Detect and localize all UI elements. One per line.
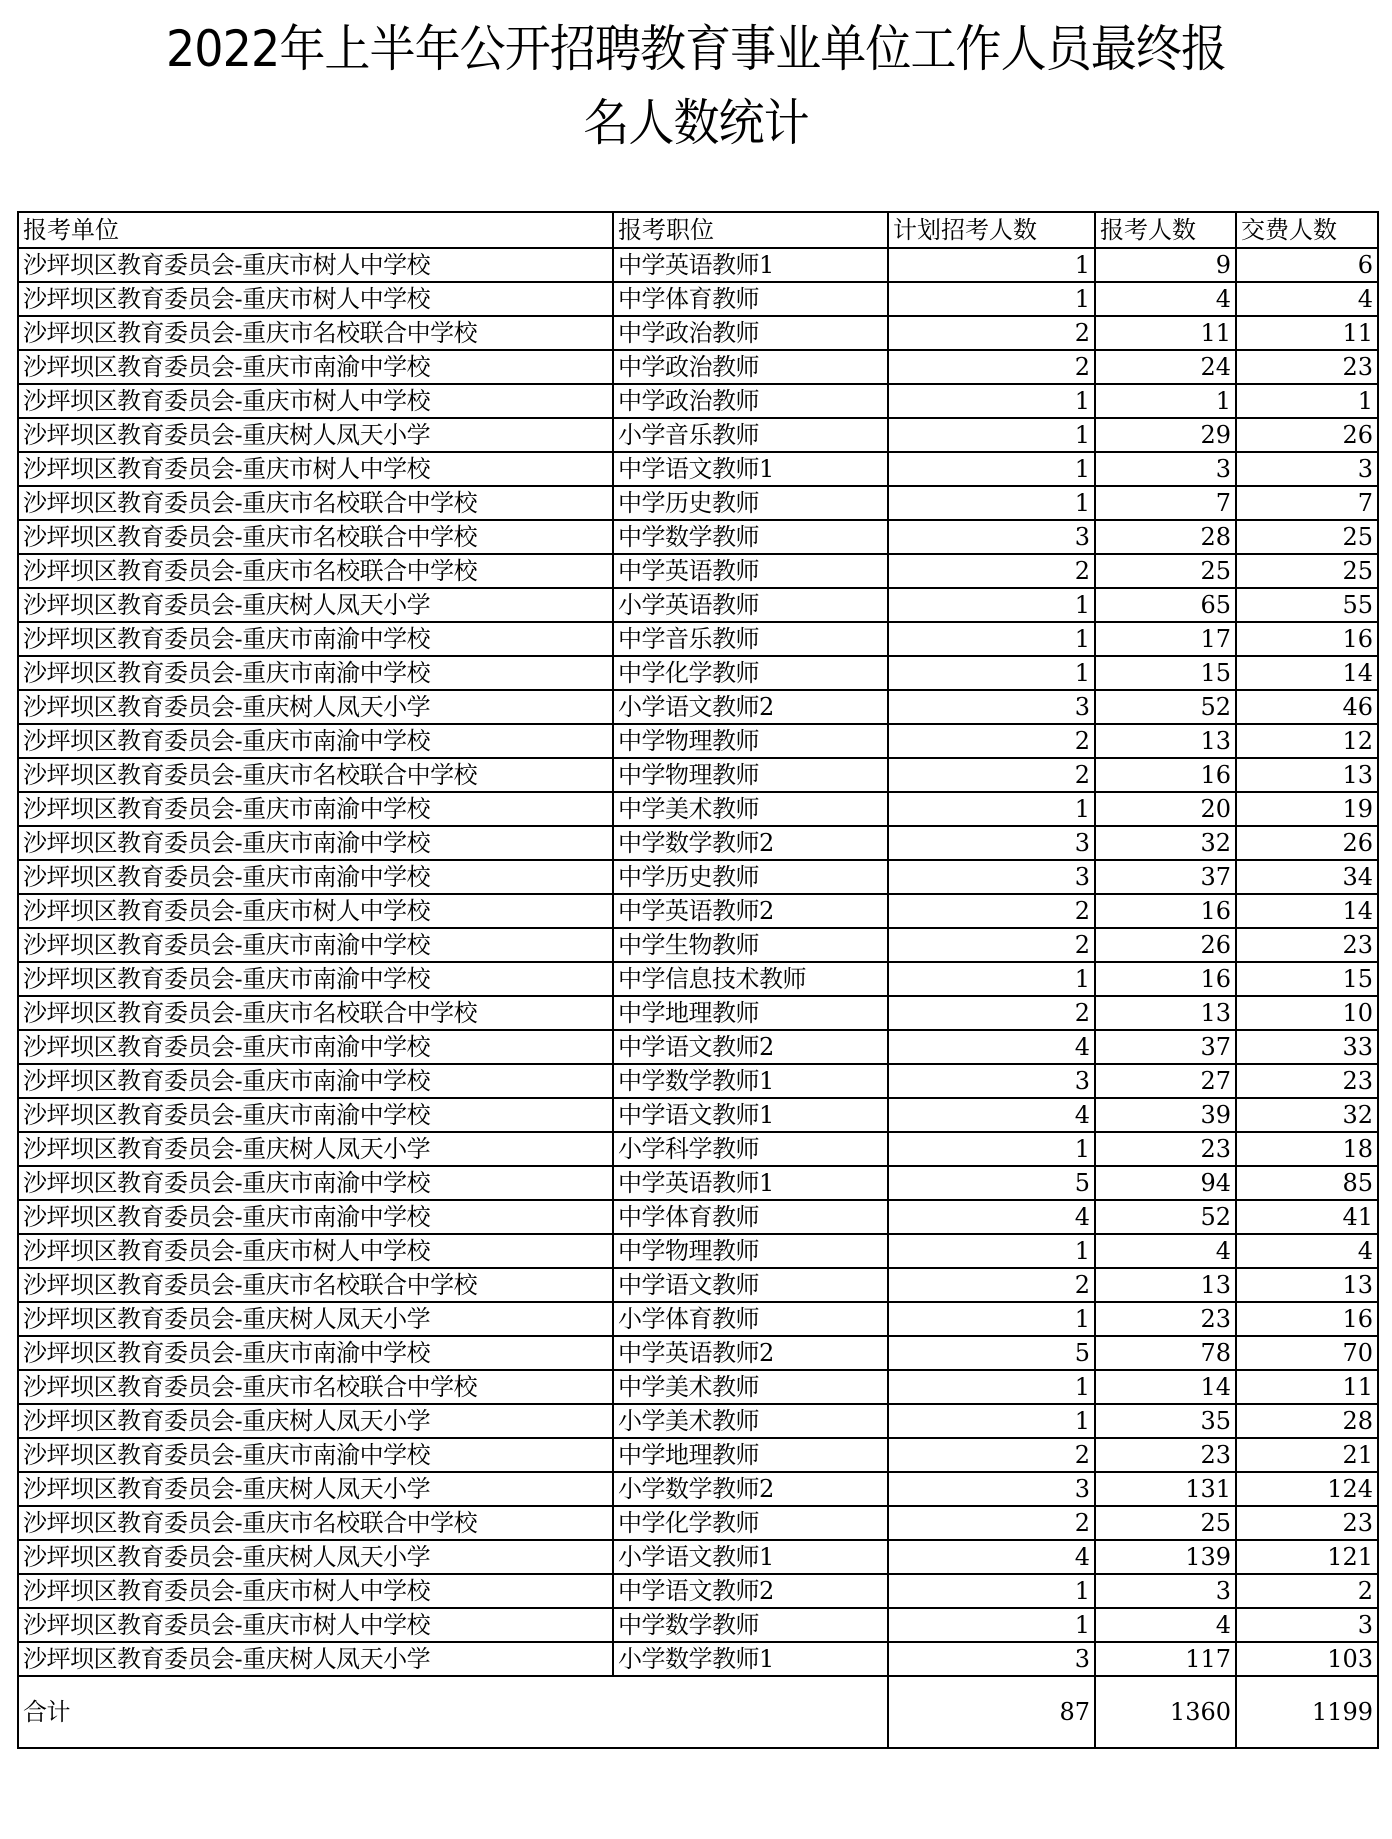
cell-position: 中学化学教师: [613, 1506, 888, 1540]
cell-paid: 4: [1236, 282, 1378, 316]
cell-applicants: 3: [1095, 1574, 1236, 1608]
cell-paid: 70: [1236, 1336, 1378, 1370]
cell-applicants: 23: [1095, 1302, 1236, 1336]
cell-position: 中学政治教师: [613, 316, 888, 350]
cell-planned: 2: [888, 1268, 1095, 1302]
cell-position: 小学美术教师: [613, 1404, 888, 1438]
table-row: [18, 1370, 1378, 1404]
cell-paid: 4: [1236, 1234, 1378, 1268]
cell-unit: 沙坪坝区教育委员会-重庆树人凤天小学: [18, 588, 613, 622]
cell-unit: 沙坪坝区教育委员会-重庆市南渝中学校: [18, 1200, 613, 1234]
cell-unit: 沙坪坝区教育委员会-重庆市名校联合中学校: [18, 1506, 613, 1540]
cell-applicants: 52: [1095, 690, 1236, 724]
cell-unit: 沙坪坝区教育委员会-重庆树人凤天小学: [18, 1132, 613, 1166]
cell-paid: 23: [1236, 928, 1378, 962]
cell-position: 中学物理教师: [613, 758, 888, 792]
cell-unit: 沙坪坝区教育委员会-重庆市南渝中学校: [18, 1336, 613, 1370]
cell-paid: 1: [1236, 384, 1378, 418]
table-row: [18, 418, 1378, 452]
cell-position: 小学音乐教师: [613, 418, 888, 452]
cell-paid: 85: [1236, 1166, 1378, 1200]
header-planned-count: 计划招考人数: [888, 212, 1095, 248]
cell-planned: 1: [888, 1608, 1095, 1642]
cell-planned: 4: [888, 1540, 1095, 1574]
cell-applicants: 3: [1095, 452, 1236, 486]
table-row: [18, 1200, 1378, 1234]
cell-position: 中学化学教师: [613, 656, 888, 690]
cell-planned: 2: [888, 758, 1095, 792]
cell-applicants: 15: [1095, 656, 1236, 690]
table-row: [18, 1336, 1378, 1370]
cell-planned: 1: [888, 622, 1095, 656]
cell-position: 中学数学教师: [613, 1608, 888, 1642]
table-row: [18, 554, 1378, 588]
cell-planned: 2: [888, 1506, 1095, 1540]
cell-unit: 沙坪坝区教育委员会-重庆市树人中学校: [18, 894, 613, 928]
cell-applicants: 37: [1095, 860, 1236, 894]
cell-position: 中学语文教师1: [613, 452, 888, 486]
cell-applicants: 131: [1095, 1472, 1236, 1506]
cell-unit: 沙坪坝区教育委员会-重庆市南渝中学校: [18, 860, 613, 894]
table-row: [18, 1608, 1378, 1642]
cell-paid: 25: [1236, 520, 1378, 554]
cell-unit: 沙坪坝区教育委员会-重庆市名校联合中学校: [18, 1370, 613, 1404]
cell-planned: 5: [888, 1336, 1095, 1370]
cell-paid: 41: [1236, 1200, 1378, 1234]
cell-planned: 3: [888, 1642, 1095, 1676]
cell-position: 中学美术教师: [613, 1370, 888, 1404]
table-row: [18, 520, 1378, 554]
cell-planned: 1: [888, 1370, 1095, 1404]
table-row: [18, 384, 1378, 418]
table-row: [18, 996, 1378, 1030]
total-row: [18, 1676, 1378, 1748]
total-blank-cell: [613, 1676, 888, 1748]
table-row: [18, 1166, 1378, 1200]
page-title: [56, 12, 1337, 160]
cell-planned: 3: [888, 520, 1095, 554]
cell-unit: 沙坪坝区教育委员会-重庆市树人中学校: [18, 1234, 613, 1268]
cell-applicants: 25: [1095, 554, 1236, 588]
cell-paid: 16: [1236, 622, 1378, 656]
cell-planned: 3: [888, 860, 1095, 894]
cell-position: 小学语文教师1: [613, 1540, 888, 1574]
cell-planned: 1: [888, 418, 1095, 452]
cell-unit: 沙坪坝区教育委员会-重庆市南渝中学校: [18, 656, 613, 690]
table-row: [18, 962, 1378, 996]
table-row: [18, 860, 1378, 894]
cell-unit: 沙坪坝区教育委员会-重庆市南渝中学校: [18, 928, 613, 962]
cell-paid: 6: [1236, 248, 1378, 282]
cell-paid: 32: [1236, 1098, 1378, 1132]
cell-planned: 2: [888, 316, 1095, 350]
cell-unit: 沙坪坝区教育委员会-重庆市树人中学校: [18, 452, 613, 486]
cell-unit: 沙坪坝区教育委员会-重庆市南渝中学校: [18, 1166, 613, 1200]
cell-unit: 沙坪坝区教育委员会-重庆树人凤天小学: [18, 1302, 613, 1336]
cell-applicants: 32: [1095, 826, 1236, 860]
cell-unit: 沙坪坝区教育委员会-重庆市南渝中学校: [18, 792, 613, 826]
cell-position: 中学物理教师: [613, 724, 888, 758]
cell-paid: 3: [1236, 452, 1378, 486]
table-row: [18, 826, 1378, 860]
cell-applicants: 7: [1095, 486, 1236, 520]
cell-paid: 103: [1236, 1642, 1378, 1676]
table-row: [18, 894, 1378, 928]
table-row: [18, 1132, 1378, 1166]
cell-planned: 1: [888, 486, 1095, 520]
cell-position: 中学音乐教师: [613, 622, 888, 656]
cell-applicants: 16: [1095, 962, 1236, 996]
cell-position: 中学历史教师: [613, 860, 888, 894]
cell-applicants: 23: [1095, 1438, 1236, 1472]
total-applicants: 1360: [1095, 1676, 1236, 1748]
cell-unit: 沙坪坝区教育委员会-重庆市树人中学校: [18, 282, 613, 316]
table-header-row: [18, 212, 1378, 248]
table-row: [18, 282, 1378, 316]
cell-position: 中学体育教师: [613, 282, 888, 316]
table-row: [18, 622, 1378, 656]
cell-paid: 21: [1236, 1438, 1378, 1472]
cell-applicants: 16: [1095, 758, 1236, 792]
cell-unit: 沙坪坝区教育委员会-重庆市南渝中学校: [18, 1064, 613, 1098]
cell-applicants: 13: [1095, 996, 1236, 1030]
cell-planned: 2: [888, 554, 1095, 588]
cell-paid: 124: [1236, 1472, 1378, 1506]
cell-unit: 沙坪坝区教育委员会-重庆市南渝中学校: [18, 622, 613, 656]
cell-paid: 23: [1236, 1064, 1378, 1098]
cell-planned: 1: [888, 452, 1095, 486]
cell-planned: 1: [888, 248, 1095, 282]
cell-applicants: 11: [1095, 316, 1236, 350]
table-row: [18, 486, 1378, 520]
cell-planned: 1: [888, 282, 1095, 316]
cell-planned: 2: [888, 996, 1095, 1030]
table-row: [18, 1302, 1378, 1336]
cell-unit: 沙坪坝区教育委员会-重庆市南渝中学校: [18, 1030, 613, 1064]
cell-planned: 5: [888, 1166, 1095, 1200]
cell-applicants: 13: [1095, 1268, 1236, 1302]
cell-applicants: 139: [1095, 1540, 1236, 1574]
table-row: [18, 1030, 1378, 1064]
cell-position: 中学物理教师: [613, 1234, 888, 1268]
cell-paid: 10: [1236, 996, 1378, 1030]
cell-position: 中学语文教师2: [613, 1574, 888, 1608]
cell-position: 中学数学教师1: [613, 1064, 888, 1098]
cell-paid: 15: [1236, 962, 1378, 996]
cell-applicants: 37: [1095, 1030, 1236, 1064]
cell-paid: 33: [1236, 1030, 1378, 1064]
table-row: [18, 928, 1378, 962]
page-title-line-1: 2022年上半年公开招聘教育事业单位工作人员最终报: [165, 20, 1227, 78]
table-row: [18, 792, 1378, 826]
cell-position: 中学政治教师: [613, 384, 888, 418]
cell-position: 小学英语教师: [613, 588, 888, 622]
cell-paid: 23: [1236, 1506, 1378, 1540]
cell-applicants: 39: [1095, 1098, 1236, 1132]
cell-paid: 26: [1236, 826, 1378, 860]
total-label: 合计: [18, 1676, 613, 1748]
cell-paid: 46: [1236, 690, 1378, 724]
table-row: [18, 656, 1378, 690]
cell-planned: 3: [888, 1472, 1095, 1506]
cell-unit: 沙坪坝区教育委员会-重庆市南渝中学校: [18, 724, 613, 758]
cell-paid: 13: [1236, 758, 1378, 792]
cell-position: 中学体育教师: [613, 1200, 888, 1234]
cell-paid: 25: [1236, 554, 1378, 588]
cell-unit: 沙坪坝区教育委员会-重庆市名校联合中学校: [18, 486, 613, 520]
header-position: 报考职位: [613, 212, 888, 248]
table-row: [18, 1098, 1378, 1132]
cell-planned: 1: [888, 1574, 1095, 1608]
cell-planned: 2: [888, 1438, 1095, 1472]
table-row: [18, 452, 1378, 486]
table-row: [18, 758, 1378, 792]
cell-applicants: 94: [1095, 1166, 1236, 1200]
cell-unit: 沙坪坝区教育委员会-重庆树人凤天小学: [18, 1404, 613, 1438]
cell-paid: 16: [1236, 1302, 1378, 1336]
cell-paid: 34: [1236, 860, 1378, 894]
cell-paid: 7: [1236, 486, 1378, 520]
cell-planned: 3: [888, 1064, 1095, 1098]
cell-position: 中学英语教师2: [613, 1336, 888, 1370]
cell-paid: 11: [1236, 316, 1378, 350]
total-planned: 87: [888, 1676, 1095, 1748]
table-row: [18, 1064, 1378, 1098]
cell-applicants: 4: [1095, 1608, 1236, 1642]
cell-paid: 18: [1236, 1132, 1378, 1166]
table-row: [18, 690, 1378, 724]
table-row: [18, 1472, 1378, 1506]
cell-planned: 1: [888, 1234, 1095, 1268]
header-paid-count: 交费人数: [1236, 212, 1378, 248]
cell-position: 小学数学教师1: [613, 1642, 888, 1676]
cell-unit: 沙坪坝区教育委员会-重庆市名校联合中学校: [18, 520, 613, 554]
cell-position: 中学语文教师1: [613, 1098, 888, 1132]
table-row: [18, 1642, 1378, 1676]
cell-paid: 14: [1236, 656, 1378, 690]
cell-planned: 1: [888, 792, 1095, 826]
cell-paid: 23: [1236, 350, 1378, 384]
cell-applicants: 28: [1095, 520, 1236, 554]
cell-paid: 14: [1236, 894, 1378, 928]
cell-applicants: 23: [1095, 1132, 1236, 1166]
cell-planned: 4: [888, 1030, 1095, 1064]
cell-planned: 2: [888, 724, 1095, 758]
cell-position: 中学英语教师1: [613, 248, 888, 282]
cell-position: 中学地理教师: [613, 996, 888, 1030]
cell-planned: 2: [888, 350, 1095, 384]
cell-unit: 沙坪坝区教育委员会-重庆树人凤天小学: [18, 690, 613, 724]
cell-planned: 1: [888, 588, 1095, 622]
cell-paid: 28: [1236, 1404, 1378, 1438]
cell-applicants: 52: [1095, 1200, 1236, 1234]
cell-applicants: 35: [1095, 1404, 1236, 1438]
cell-applicants: 65: [1095, 588, 1236, 622]
cell-position: 中学语文教师: [613, 1268, 888, 1302]
cell-applicants: 78: [1095, 1336, 1236, 1370]
cell-unit: 沙坪坝区教育委员会-重庆市名校联合中学校: [18, 316, 613, 350]
cell-unit: 沙坪坝区教育委员会-重庆市南渝中学校: [18, 1438, 613, 1472]
cell-applicants: 4: [1095, 1234, 1236, 1268]
cell-unit: 沙坪坝区教育委员会-重庆市南渝中学校: [18, 350, 613, 384]
cell-applicants: 16: [1095, 894, 1236, 928]
cell-unit: 沙坪坝区教育委员会-重庆树人凤天小学: [18, 1642, 613, 1676]
cell-applicants: 14: [1095, 1370, 1236, 1404]
cell-position: 中学生物教师: [613, 928, 888, 962]
cell-applicants: 26: [1095, 928, 1236, 962]
page-title-line-2: 名人数统计: [583, 94, 809, 152]
cell-applicants: 13: [1095, 724, 1236, 758]
cell-unit: 沙坪坝区教育委员会-重庆市南渝中学校: [18, 826, 613, 860]
cell-applicants: 29: [1095, 418, 1236, 452]
cell-unit: 沙坪坝区教育委员会-重庆市名校联合中学校: [18, 996, 613, 1030]
cell-unit: 沙坪坝区教育委员会-重庆树人凤天小学: [18, 1540, 613, 1574]
cell-unit: 沙坪坝区教育委员会-重庆市树人中学校: [18, 1608, 613, 1642]
cell-planned: 3: [888, 826, 1095, 860]
cell-unit: 沙坪坝区教育委员会-重庆市树人中学校: [18, 1574, 613, 1608]
table-row: [18, 350, 1378, 384]
cell-position: 小学数学教师2: [613, 1472, 888, 1506]
cell-applicants: 27: [1095, 1064, 1236, 1098]
cell-position: 中学语文教师2: [613, 1030, 888, 1064]
cell-planned: 1: [888, 1404, 1095, 1438]
cell-planned: 1: [888, 656, 1095, 690]
cell-applicants: 25: [1095, 1506, 1236, 1540]
cell-unit: 沙坪坝区教育委员会-重庆市名校联合中学校: [18, 554, 613, 588]
cell-unit: 沙坪坝区教育委员会-重庆市南渝中学校: [18, 1098, 613, 1132]
cell-paid: 11: [1236, 1370, 1378, 1404]
cell-paid: 2: [1236, 1574, 1378, 1608]
table-row: [18, 724, 1378, 758]
cell-paid: 121: [1236, 1540, 1378, 1574]
cell-planned: 2: [888, 894, 1095, 928]
table-row: [18, 1506, 1378, 1540]
cell-paid: 55: [1236, 588, 1378, 622]
cell-applicants: 9: [1095, 248, 1236, 282]
cell-position: 小学科学教师: [613, 1132, 888, 1166]
cell-position: 中学数学教师: [613, 520, 888, 554]
cell-applicants: 1: [1095, 384, 1236, 418]
total-paid: 1199: [1236, 1676, 1378, 1748]
cell-position: 中学英语教师: [613, 554, 888, 588]
cell-unit: 沙坪坝区教育委员会-重庆树人凤天小学: [18, 418, 613, 452]
cell-planned: 1: [888, 962, 1095, 996]
cell-unit: 沙坪坝区教育委员会-重庆树人凤天小学: [18, 1472, 613, 1506]
cell-position: 中学英语教师1: [613, 1166, 888, 1200]
cell-paid: 13: [1236, 1268, 1378, 1302]
cell-paid: 26: [1236, 418, 1378, 452]
cell-paid: 12: [1236, 724, 1378, 758]
cell-applicants: 24: [1095, 350, 1236, 384]
cell-planned: 1: [888, 1132, 1095, 1166]
cell-applicants: 4: [1095, 282, 1236, 316]
cell-position: 小学体育教师: [613, 1302, 888, 1336]
table-row: [18, 248, 1378, 282]
cell-planned: 3: [888, 690, 1095, 724]
cell-unit: 沙坪坝区教育委员会-重庆市名校联合中学校: [18, 758, 613, 792]
table-row: [18, 1404, 1378, 1438]
cell-planned: 1: [888, 384, 1095, 418]
cell-position: 中学数学教师2: [613, 826, 888, 860]
cell-planned: 2: [888, 928, 1095, 962]
cell-applicants: 17: [1095, 622, 1236, 656]
registration-statistics-table: [17, 211, 1379, 1749]
cell-paid: 19: [1236, 792, 1378, 826]
cell-position: 中学地理教师: [613, 1438, 888, 1472]
cell-position: 小学语文教师2: [613, 690, 888, 724]
cell-unit: 沙坪坝区教育委员会-重庆市名校联合中学校: [18, 1268, 613, 1302]
table-row: [18, 1540, 1378, 1574]
table-row: [18, 1438, 1378, 1472]
cell-unit: 沙坪坝区教育委员会-重庆市树人中学校: [18, 384, 613, 418]
table-row: [18, 1574, 1378, 1608]
cell-planned: 1: [888, 1302, 1095, 1336]
cell-unit: 沙坪坝区教育委员会-重庆市树人中学校: [18, 248, 613, 282]
table-row: [18, 588, 1378, 622]
table-row: [18, 1234, 1378, 1268]
cell-planned: 4: [888, 1200, 1095, 1234]
cell-applicants: 117: [1095, 1642, 1236, 1676]
cell-unit: 沙坪坝区教育委员会-重庆市南渝中学校: [18, 962, 613, 996]
header-applicant-count: 报考人数: [1095, 212, 1236, 248]
cell-applicants: 20: [1095, 792, 1236, 826]
cell-paid: 3: [1236, 1608, 1378, 1642]
table-row: [18, 1268, 1378, 1302]
cell-position: 中学英语教师2: [613, 894, 888, 928]
header-unit: 报考单位: [18, 212, 613, 248]
cell-position: 中学美术教师: [613, 792, 888, 826]
cell-position: 中学政治教师: [613, 350, 888, 384]
cell-position: 中学历史教师: [613, 486, 888, 520]
cell-planned: 4: [888, 1098, 1095, 1132]
cell-position: 中学信息技术教师: [613, 962, 888, 996]
table-row: [18, 316, 1378, 350]
